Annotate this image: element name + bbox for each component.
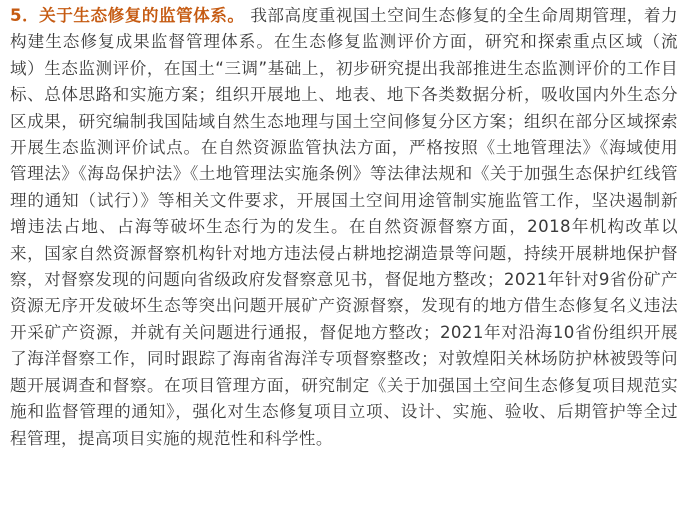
section-paragraph [10, 3, 678, 452]
section-heading: 5．关于生态修复的监管体系。 [10, 6, 245, 25]
section-body-text: 我部高度重视国土空间生态修复的全生命周期管理，着力构建生态修复成果监督管理体系。在生态修复监测评价方面，研究和探索重点区域（流域）生态监测评价，在国土“三调”基础上，初步研究提出我部推进生态监测评价的工作目标、总体思路和实施方案；组织开展地上、地表、地下各类数据分析，吸收国内外生态分区成果，研究编制我国陆域自然生态地理与国土空间修复分区方案；组织在部分区域探索开展生态监测评价试点。在自然资源监管执法方面，严格按照《土地管理法》《海域使用管理法》《海岛保护法》《土地管理法实施条例》等法律法规和《关于加强生态保护红线管理的通知（试行）》等相关文件要求，开展国土空间用途管制实施监管工作，坚决遏制新增违法占地、占海等破坏生态行为的发生。在自然资源督察方面，2018年机构改革以来，国家自然资源督察机构针对地方违法侵占耕地挖湖造景等问题，持续开展耕地保护督察，对督察发现的问题向省级政府发督察意见书，督促地方整改；2021年针对9省份矿产资源无序开发破坏生态等突出问题开展矿产资源督察，发现有的地方借生态修复名义违法开采矿产资源，并就有关问题进行通报，督促地方整改；2021年对沿海10省份组织开展了海洋督察工作，同时跟踪了海南省海洋专项督察整改；对敦煌阳关林场防护林被毁等问题开展调查和督察。在项目管理方面，研究制定《关于加强国土空间生态修复项目规范实施和监督管理的通知》，强化对生态修复项目立项、设计、实施、验收、后期管护等全过程管理，提高项目实施的规范性和科学性。 [10, 6, 678, 448]
